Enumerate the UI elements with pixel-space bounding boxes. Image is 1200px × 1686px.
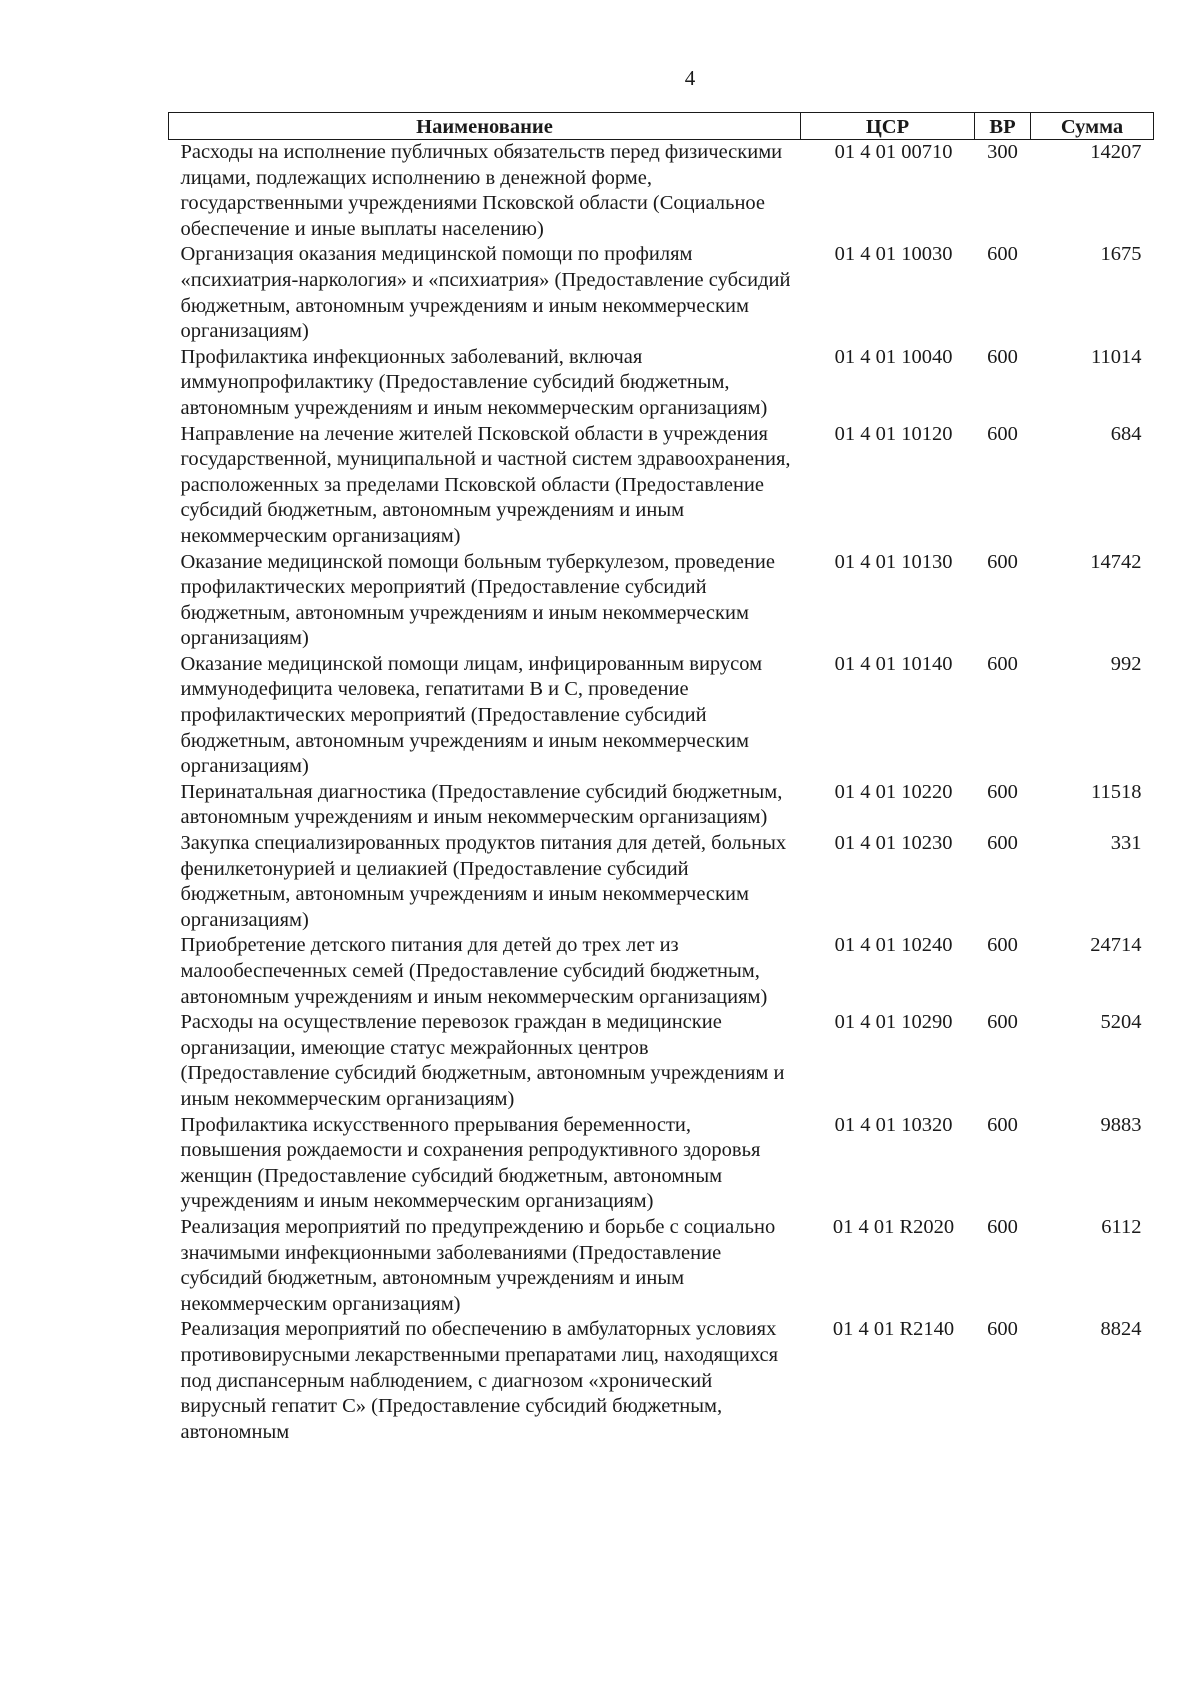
header-row [169, 113, 1154, 140]
budget-table [168, 112, 1154, 1445]
table-row [169, 831, 1154, 933]
row-name: Реализация мероприятий по предупреждению и борьбе с социально значимыми инфекционными заболеваниями (Предоставление субсидий бюджетным, автономным учреждениям и иным некоммерческим организациям) [180, 1215, 776, 1315]
table-row [169, 140, 1154, 243]
table-header [169, 113, 1154, 140]
row-name: Перинатальная диагностика (Предоставление субсидий бюджетным, автономным учреждениям и иным некоммерческим организациям) [180, 780, 783, 829]
row-vr: 600 [987, 934, 1018, 957]
row-vr: 600 [987, 652, 1018, 675]
row-sum: 6112 [1101, 1215, 1142, 1238]
row-csr: 01 4 01 10130 [834, 550, 953, 573]
table-row [169, 242, 1154, 344]
row-vr: 600 [987, 1215, 1018, 1238]
row-vr: 600 [987, 1318, 1018, 1341]
row-vr: 600 [987, 832, 1018, 855]
table-body [169, 140, 1154, 1446]
row-name: Профилактика искусственного прерывания беременности, повышения рождаемости и сохранения репродуктивного здоровья женщин (Предоставление субсидий бюджетным, автономным учреждениям и иным некоммерческим организациям) [180, 1113, 761, 1213]
table-row [169, 1215, 1154, 1317]
row-sum: 11014 [1091, 345, 1142, 368]
row-name: Расходы на осуществление перевозок граждан в медицинские организации, имеющие статус межрайонных центров (Предоставление субсидий бюджетным, автономным учреждениям и иным некоммерческим организациям) [180, 1011, 785, 1110]
table-row [169, 1010, 1154, 1112]
header-name: Наименование [169, 113, 801, 140]
row-vr: 600 [987, 345, 1018, 368]
row-name: Оказание медицинской помощи больным туберкулезом, проведение профилактических мероприятий (Предоставление субсидий бюджетным, автономным учреждениям и иным некоммерческим организациям) [180, 550, 775, 650]
row-vr: 300 [987, 141, 1018, 163]
row-csr: 01 4 01 10290 [834, 1011, 953, 1034]
header-csr: ЦСР [801, 113, 975, 140]
row-csr: 01 4 01 10140 [834, 652, 953, 675]
row-csr: 01 4 01 10220 [834, 780, 953, 803]
row-name: Профилактика инфекционных заболеваний, включая иммунопрофилактику (Предоставление субсидий бюджетным, автономным учреждениям и иным некоммерческим организациям) [180, 345, 768, 419]
row-name: Направление на лечение жителей Псковской области в учреждения государственной, муниципальной и частной систем здравоохранения, расположенных за пределами Псковской области (Предоставление субсидий бюджетным, автономным учреждениям и иным некоммерческим организациям) [180, 422, 791, 547]
table-row [169, 1113, 1154, 1215]
row-sum: 24714 [1090, 934, 1142, 957]
row-csr: 01 4 01 10030 [834, 243, 953, 266]
row-vr: 600 [987, 1113, 1018, 1136]
table-row [169, 345, 1154, 422]
row-csr: 01 4 01 10230 [834, 832, 953, 855]
row-csr: 01 4 01 10040 [834, 345, 953, 368]
row-name: Закупка специализированных продуктов питания для детей, больных фенилкетонурией и целиакией (Предоставление субсидий бюджетным, автономным учреждениям и иным некоммерческим организациям) [180, 832, 787, 931]
table-row [169, 652, 1154, 780]
table-row [169, 550, 1154, 652]
row-sum: 992 [1110, 652, 1142, 675]
row-name: Приобретение детского питания для детей до трех лет из малообеспеченных семей (Предоставление субсидий бюджетным, автономным учреждениям и иным некоммерческим организациям) [180, 934, 768, 1008]
row-csr: 01 4 01 10240 [834, 934, 953, 957]
row-sum: 5204 [1100, 1011, 1142, 1034]
row-sum: 331 [1110, 832, 1142, 855]
row-csr: 01 4 01 R2020 [832, 1215, 955, 1238]
header-sum: Сумма [1031, 113, 1154, 140]
row-csr: 01 4 01 10320 [834, 1113, 953, 1136]
row-vr: 600 [987, 243, 1018, 266]
row-vr: 600 [987, 1011, 1018, 1034]
row-csr: 01 4 01 R2140 [832, 1318, 955, 1341]
row-name: Расходы на исполнение публичных обязательств перед физическими лицами, подлежащих исполнению в денежной форме, государственными учреждениями Псковской области (Социальное обеспечение и иные выплаты населению) [180, 141, 783, 240]
row-csr: 01 4 01 10120 [834, 422, 953, 445]
table-row [169, 422, 1154, 550]
row-vr: 600 [987, 422, 1018, 445]
table-row [169, 1317, 1154, 1445]
row-sum: 684 [1110, 422, 1142, 445]
row-name: Оказание медицинской помощи лицам, инфицированным вирусом иммунодефицита человека, гепатитами В и С, проведение профилактических мероприятий (Предоставление субсидий бюджетным, автономным учреждениям и иным некоммерческим организациям) [180, 652, 763, 778]
row-vr: 600 [987, 550, 1018, 573]
table-row [169, 780, 1154, 831]
row-sum: 8824 [1100, 1318, 1142, 1341]
row-name: Реализация мероприятий по обеспечению в амбулаторных условиях противовирусными лекарственными препаратами лиц, находящихся под диспансерным наблюдением, с диагнозом «хронический вирусный гепатит С» (Предоставление субсидий бюджетным, автономным [180, 1318, 779, 1443]
row-name: Организация оказания медицинской помощи по профилям «психиатрия-наркология» и «психиатрия» (Предоставление субсидий бюджетным, автономным учреждениям и иным некоммерческим организациям) [180, 243, 791, 343]
page-number: 4 [684, 66, 696, 90]
row-vr: 600 [987, 780, 1018, 803]
row-sum: 9883 [1100, 1113, 1142, 1136]
row-sum: 14742 [1090, 550, 1142, 573]
row-sum: 1675 [1100, 243, 1142, 266]
table-row [169, 933, 1154, 1010]
row-sum: 14207 [1090, 141, 1142, 163]
row-csr: 01 4 01 00710 [834, 141, 953, 163]
row-sum: 11518 [1091, 780, 1142, 803]
header-vr: ВР [975, 113, 1031, 140]
